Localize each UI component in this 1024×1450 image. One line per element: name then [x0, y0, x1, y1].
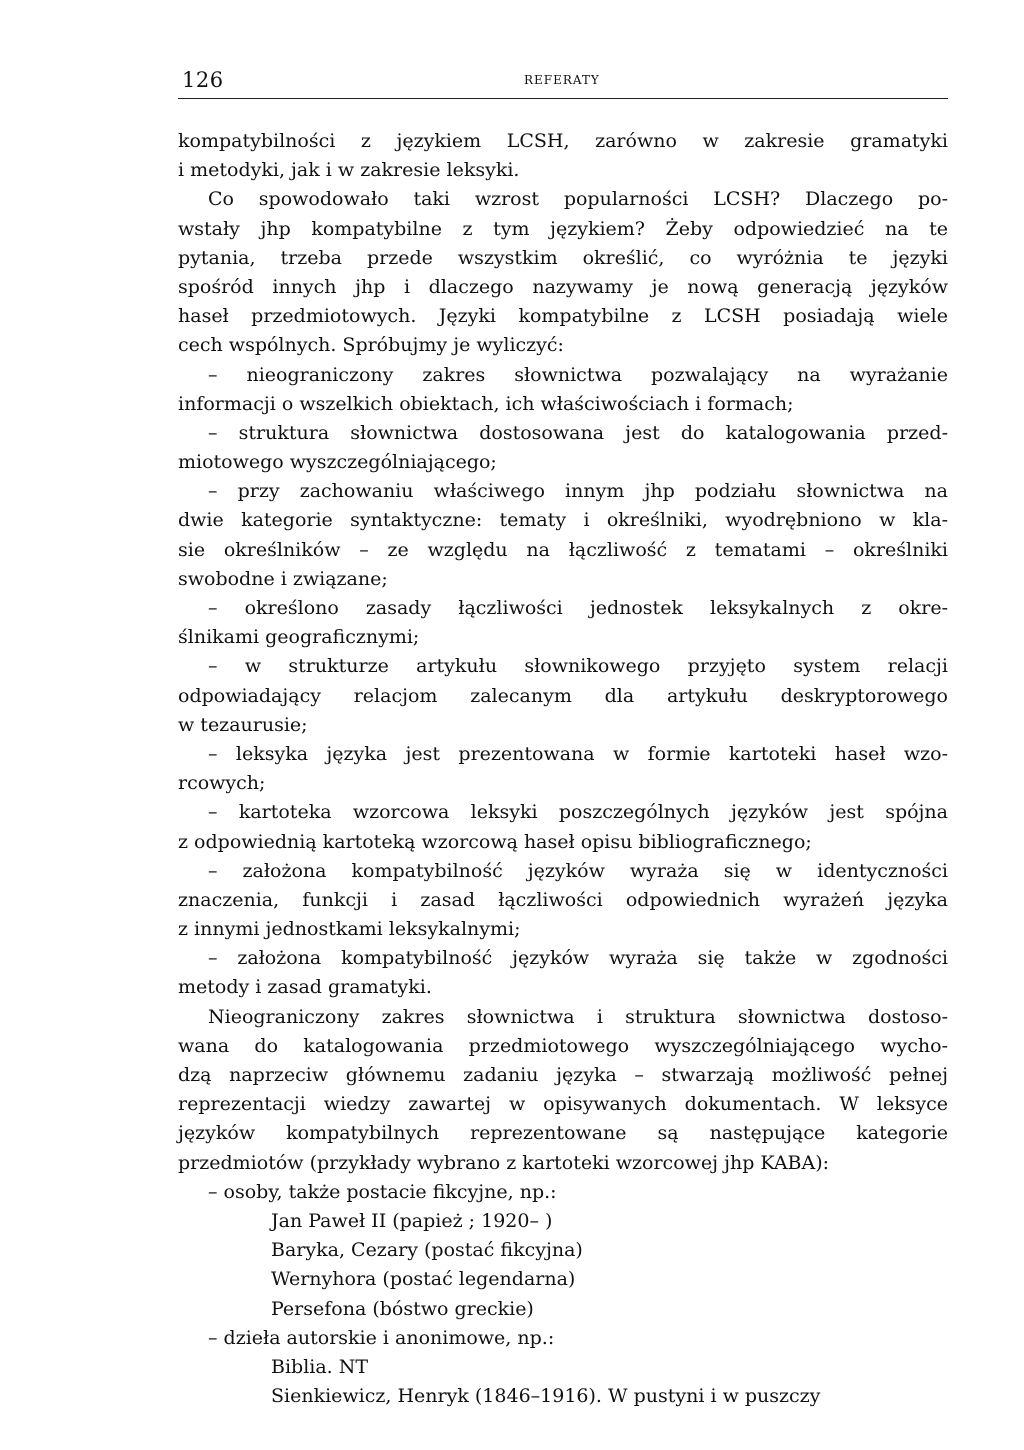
- text-line: sie określników – ze względu na łączliwość z tematami – określniki: [178, 538, 948, 561]
- text-line: cech wspólnych. Spróbujmy je wyliczyć:: [178, 334, 564, 357]
- text-line: – w strukturze artykułu słownikowego przyjęto system relacji: [208, 655, 948, 678]
- text-line: dwie kategorie syntaktyczne: tematy i określniki, wyodrębniono w kla-: [178, 509, 948, 532]
- text-line: języków kompatybilnych reprezentowane są następujące kategorie: [178, 1122, 948, 1145]
- text-line: miotowego wyszczególniającego;: [178, 451, 497, 474]
- text-line: Wernyhora (postać legendarna): [271, 1268, 576, 1291]
- text-line: odpowiadający relacjom zalecanym dla artykułu deskryptorowego: [178, 684, 948, 707]
- text-line: dzą naprzeciw głównemu zadaniu języka – stwarzają możliwość pełnej: [178, 1064, 948, 1086]
- text-line: – przy zachowaniu właściwego innym jhp podziału słownictwa na: [208, 480, 948, 503]
- text-line: Baryka, Cezary (postać fikcyjna): [271, 1239, 583, 1262]
- section-title: REFERATY: [524, 73, 600, 87]
- text-line: – założona kompatybilność języków wyraża się także w zgodności: [208, 947, 948, 970]
- text-line: wstały jhp kompatybilne z tym językiem? Żeby odpowiedzieć na te: [178, 217, 948, 240]
- text-line: reprezentacji wiedzy zawartej w opisywanych dokumentach. W leksyce: [178, 1093, 948, 1116]
- page-number: 126: [182, 68, 224, 92]
- body-text: [178, 127, 948, 1411]
- text-line: – nieograniczony zakres słownictwa pozwalający na wyrażanie: [208, 363, 948, 386]
- text-line: haseł przedmiotowych. Języki kompatybilne z LCSH posiadają wiele: [178, 305, 948, 328]
- text-line: wana do katalogowania przedmiotowego wyszczególniającego wycho-: [178, 1034, 948, 1057]
- text-line: z innymi jednostkami leksykalnymi;: [178, 918, 521, 941]
- text-line: przedmiotów (przykłady wybrano z kartoteki wzorcowej jhp KABA):: [178, 1151, 830, 1174]
- text-line: – założona kompatybilność języków wyraża się w identyczności: [208, 859, 948, 882]
- text-line: i metodyki, jak i w zakresie leksyki.: [178, 159, 520, 182]
- text-line: Persefona (bóstwo greckie): [271, 1297, 534, 1320]
- text-line: spośród innych jhp i dlaczego nazywamy je nową generacją języków: [178, 275, 948, 298]
- text-line: Co spowodowało taki wzrost popularności LCSH? Dlaczego po-: [208, 188, 948, 211]
- text-line: ślnikami geograficznymi;: [178, 626, 420, 649]
- text-line: Jan Paweł II (papież ; 1920– ): [271, 1209, 553, 1232]
- text-line: Sienkiewicz, Henryk (1846–1916). W pustyni i w puszczy: [271, 1385, 821, 1408]
- text-line: znaczenia, funkcji i zasad łączliwości odpowiednich wyrażeń języka: [178, 888, 948, 911]
- text-line: metody i zasad gramatyki.: [178, 976, 432, 999]
- text-line: – osoby, także postacie fikcyjne, np.:: [208, 1180, 557, 1203]
- text-line: – struktura słownictwa dostosowana jest do katalogowania przed-: [208, 421, 948, 444]
- text-line: pytania, trzeba przede wszystkim określić, co wyróżnia te języki: [178, 246, 948, 269]
- text-line: z odpowiednią kartoteką wzorcową haseł opisu bibliograficznego;: [178, 830, 812, 853]
- text-line: Nieograniczony zakres słownictwa i struktura słownictwa dostoso-: [208, 1005, 948, 1028]
- text-line: informacji o wszelkich obiektach, ich właściwościach i formach;: [178, 392, 794, 415]
- text-line: – leksyka języka jest prezentowana w formie kartoteki haseł wzo-: [208, 742, 948, 765]
- text-line: – określono zasady łączliwości jednostek leksykalnych z okre-: [208, 597, 948, 619]
- text-line: Biblia. NT: [271, 1355, 369, 1378]
- text-line: w tezaurusie;: [178, 713, 308, 736]
- text-line: – kartoteka wzorcowa leksyki poszczególnych języków jest spójna: [208, 801, 948, 824]
- running-header: [178, 64, 948, 99]
- text-line: – dzieła autorskie i anonimowe, np.:: [208, 1326, 555, 1349]
- text-line: kompatybilności z językiem LCSH, zarówno w zakresie gramatyki: [178, 130, 948, 152]
- text-line: rcowych;: [178, 772, 266, 795]
- text-line: swobodne i związane;: [178, 567, 388, 590]
